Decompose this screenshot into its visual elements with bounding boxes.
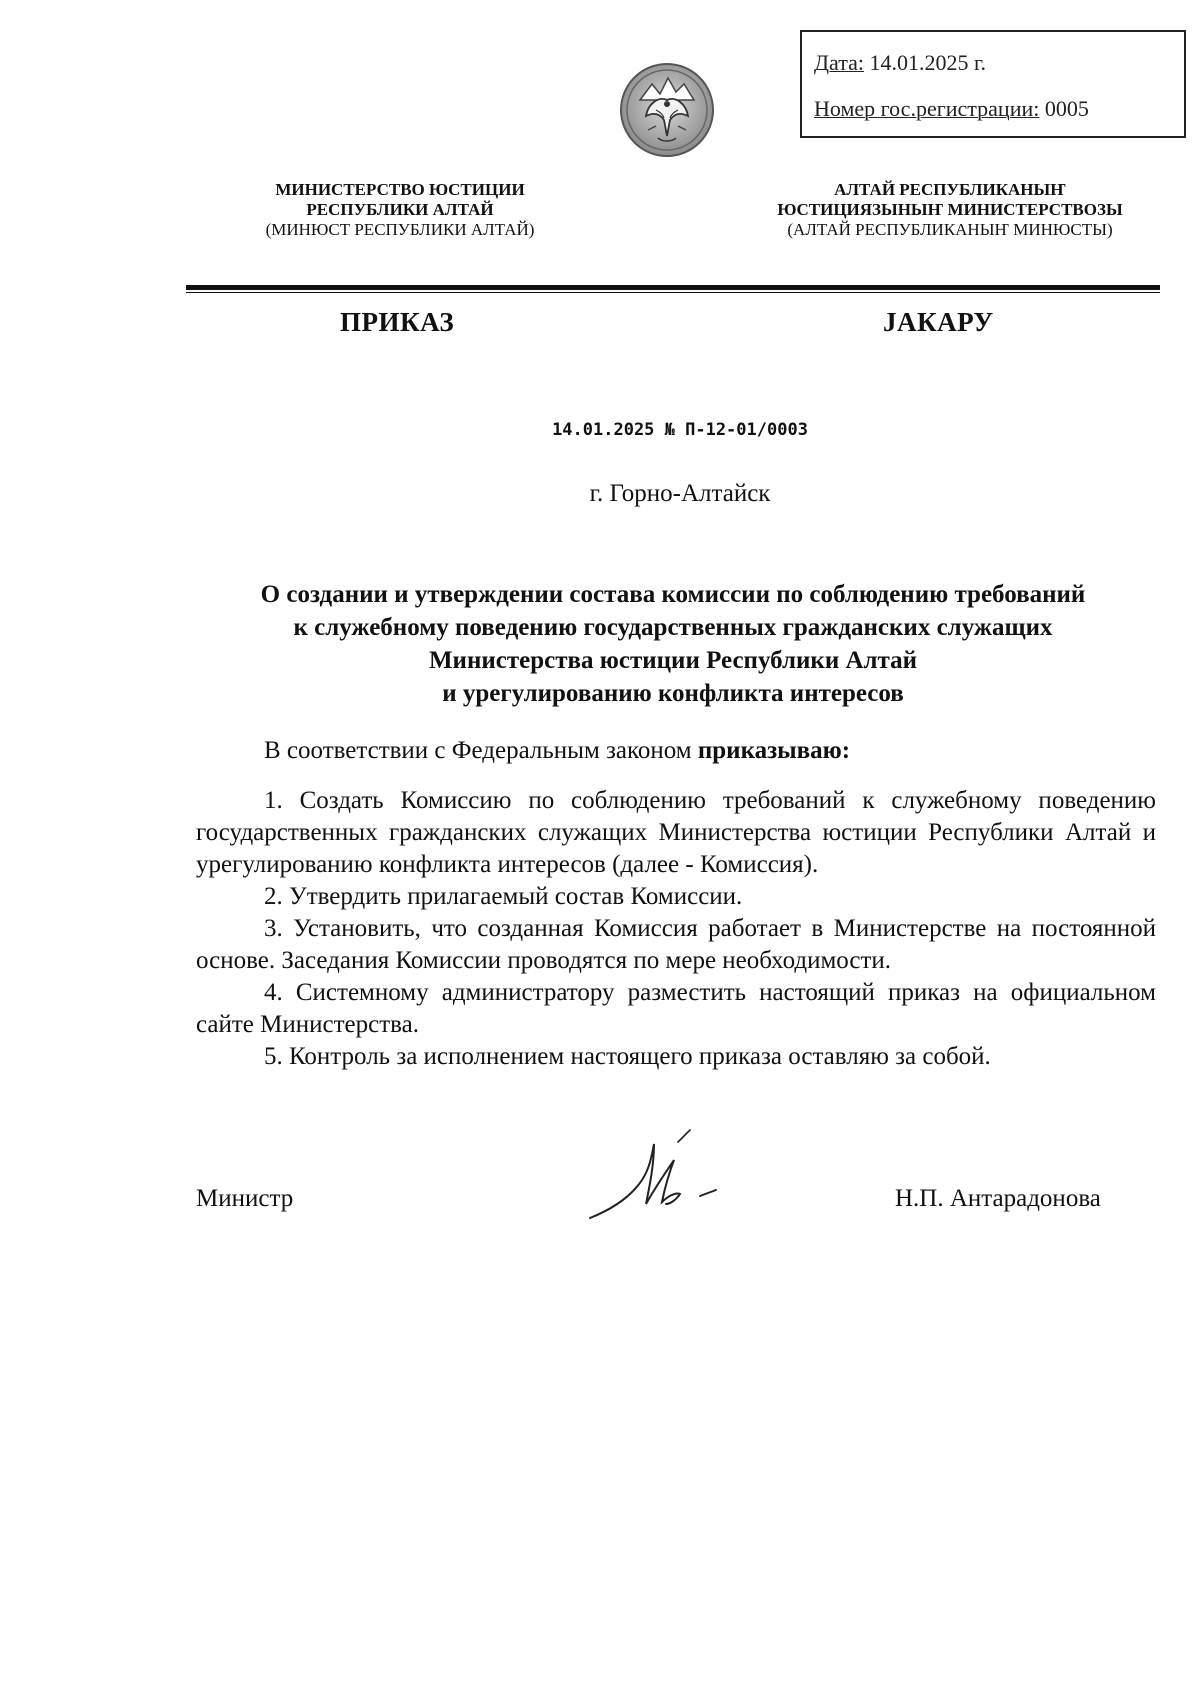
registration-stamp <box>800 30 1186 138</box>
order-number: 14.01.2025 № П-12-01/0003 <box>552 420 808 440</box>
registration-date <box>814 50 986 76</box>
order-subject <box>186 578 1160 710</box>
org-right-line1: АЛТАЙ РЕСПУБЛИКАНЫҤ <box>834 180 1066 199</box>
org-left-line3: (МИНЮСТ РЕСПУБЛИКИ АЛТАЙ) <box>265 220 535 239</box>
org-name-russian <box>200 180 600 240</box>
registration-date-label: Дата: <box>814 50 864 75</box>
header-divider-thin <box>186 292 1160 293</box>
order-item: 2. Утвердить прилагаемый состав Комиссии. <box>264 883 743 910</box>
signatory-position: Министр <box>196 1185 294 1212</box>
handwritten-signature <box>580 1120 750 1230</box>
org-left-line1: МИНИСТЕРСТВО ЮСТИЦИИ <box>275 180 525 199</box>
order-city: г. Горно-Алтайск <box>589 480 771 507</box>
org-right-line2: ЮСТИЦИЯЗЫНЫҤ МИНИСТЕРСТВОЗЫ <box>777 200 1123 219</box>
order-item: 4. Системному администратору разместить настоящий приказ на официальном сайте Министерства. <box>196 979 1156 1038</box>
registration-number-label: Номер гос.регистрации: <box>814 96 1040 121</box>
signatory-name: Н.П. Антарадонова <box>895 1185 1101 1212</box>
order-item: 3. Установить, что созданная Комиссия работает в Министерстве на постоянной основе. Заседания Комиссии проводятся по мере необходимости. <box>196 915 1156 974</box>
registration-date-value: 14.01.2025 г. <box>869 50 987 75</box>
org-right-line3: (АЛТАЙ РЕСПУБЛИКАНЫҤ МИНЮСТЫ) <box>787 220 1113 239</box>
subject-line-2: к служебному поведению государственных гражданских служащих <box>293 614 1053 641</box>
body-intro <box>196 735 1156 767</box>
subject-line-3: Министерства юстиции Республики Алтай <box>428 647 918 674</box>
republic-altai-emblem-icon <box>618 60 716 160</box>
org-left-line2: РЕСПУБЛИКИ АЛТАЙ <box>306 200 494 219</box>
order-item: 5. Контроль за исполнением настоящего приказа оставляю за собой. <box>264 1043 991 1070</box>
registration-number-value: 0005 <box>1044 96 1089 121</box>
intro-text: В соответствии с Федеральным законом <box>264 737 698 764</box>
subject-line-4: и урегулированию конфликта интересов <box>442 680 904 707</box>
registration-number <box>814 96 1089 122</box>
org-name-altai <box>710 180 1190 240</box>
header-divider <box>186 285 1160 290</box>
subject-line-1: О создании и утверждении состава комиссии по соблюдению требований <box>260 581 1086 608</box>
order-item: 1. Создать Комиссию по соблюдению требований к служебному поведению государственных гражданских служащих Министерства юстиции Республики Алтай и урегулированию конфликта интересов (далее - Комиссия). <box>196 787 1156 878</box>
order-title-russian: ПРИКАЗ <box>340 307 455 337</box>
order-body <box>196 735 1156 1073</box>
intro-bold: приказываю: <box>697 737 851 764</box>
order-title-altai: ЈАКАРУ <box>883 307 994 337</box>
